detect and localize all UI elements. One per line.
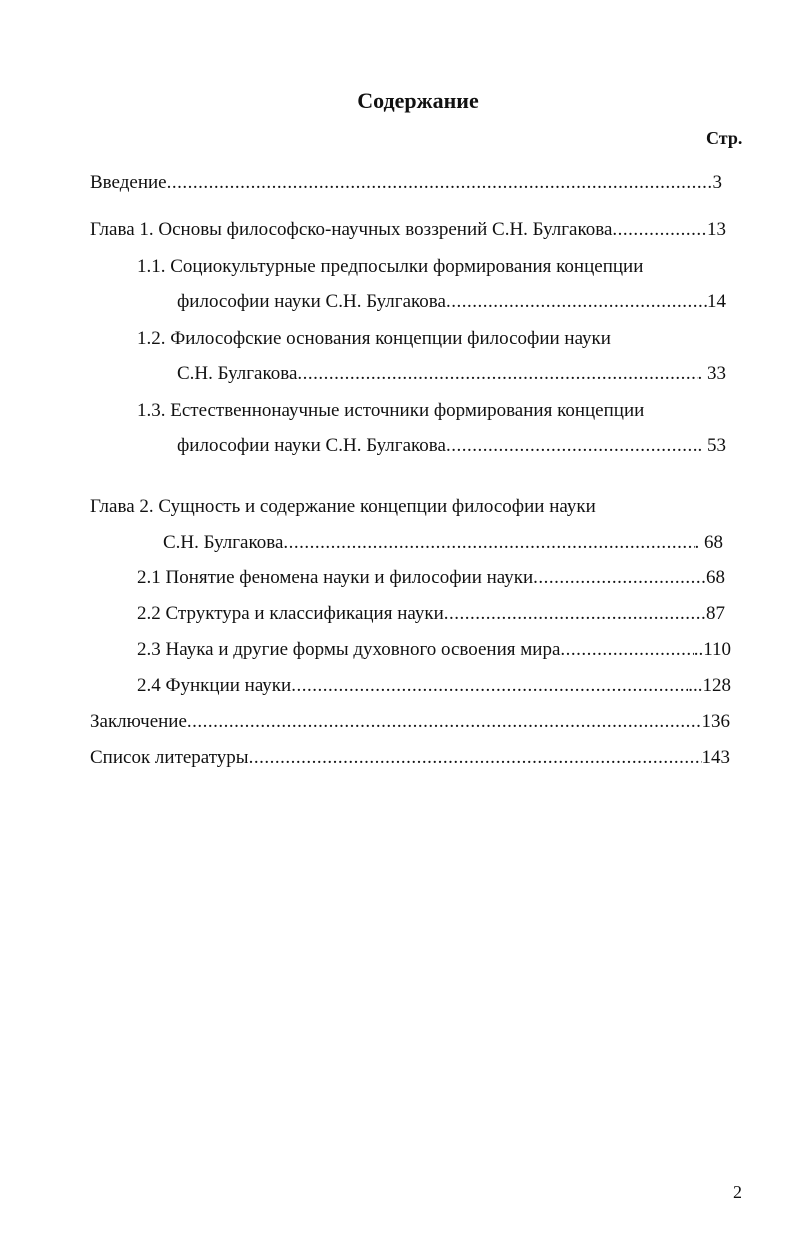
dot-leader xyxy=(167,170,713,196)
toc-entry-bibliography[interactable] xyxy=(90,745,730,771)
dot-leader xyxy=(297,361,697,387)
toc-entry-conclusion[interactable] xyxy=(90,709,730,735)
dot-leader xyxy=(446,433,698,459)
toc-entry-page: ...128 xyxy=(688,675,731,696)
page-number: 2 xyxy=(733,1182,742,1202)
toc-entry-page: 3 xyxy=(712,172,722,193)
toc-entry-2-2[interactable] xyxy=(137,601,725,627)
toc-entry-page: 87 xyxy=(706,603,725,624)
toc-entry-label: Глава 1. Основы философско-научных воззрений С.Н. Булгакова xyxy=(90,219,613,240)
toc-entry-page: 68 xyxy=(706,567,725,588)
dot-leader xyxy=(187,709,702,735)
toc-entry-1-2[interactable] xyxy=(177,361,726,387)
toc-entry-page: 143 xyxy=(701,747,730,768)
toc-entry-page: 136 xyxy=(701,711,730,732)
toc-entry-label: С.Н. Булгакова xyxy=(163,532,284,553)
toc-entry-label: Введение xyxy=(90,172,167,193)
toc-entry-page: . 33 xyxy=(697,363,726,384)
dot-leader xyxy=(446,289,707,315)
toc-entry-label: С.Н. Булгакова xyxy=(177,363,298,384)
toc-entry-1-3[interactable] xyxy=(177,433,726,459)
dot-leader xyxy=(291,673,688,699)
toc-entry-page: 14 xyxy=(707,291,726,312)
dot-leader xyxy=(444,601,706,627)
toc-entry-chapter-2-line1[interactable]: Глава 2. Сущность и содержание концепции философии науки xyxy=(90,496,596,517)
toc-entry-label: философии науки С.Н. Булгакова xyxy=(177,291,446,312)
toc-entry-1-2-line1[interactable]: 1.2. Философские основания концепции философии науки xyxy=(137,328,611,349)
dot-leader xyxy=(560,637,693,663)
toc-entry-page: . 68 xyxy=(694,532,723,553)
toc-entry-label: 2.3 Наука и другие формы духовного освоения мира xyxy=(137,639,561,660)
toc-entry-2-4[interactable] xyxy=(137,673,731,699)
toc-entry-label: Список литературы xyxy=(90,747,249,768)
toc-entry-1-3-line1[interactable]: 1.3. Естественнонаучные источники формирования концепции xyxy=(137,400,645,421)
dot-leader xyxy=(612,217,707,243)
toc-entry-2-1[interactable] xyxy=(137,565,725,591)
toc-entry-label: 2.1 Понятие феномена науки и философии науки xyxy=(137,567,534,588)
toc-entry-label: философии науки С.Н. Булгакова xyxy=(177,435,446,456)
toc-entry-chapter-1[interactable] xyxy=(90,217,726,243)
toc-entry-page: ..110 xyxy=(693,639,731,660)
toc-entry-1-1[interactable] xyxy=(177,289,726,315)
page-title: Содержание xyxy=(357,88,479,113)
toc-entry-label: 2.2 Структура и классификация науки xyxy=(137,603,444,624)
toc-entry-chapter-2[interactable] xyxy=(163,530,723,556)
toc-entry-page: . 53 xyxy=(697,435,726,456)
dot-leader xyxy=(533,565,706,591)
page-column-label: Стр. xyxy=(706,128,743,148)
dot-leader xyxy=(283,530,694,556)
toc-entry-label: Заключение xyxy=(90,711,187,732)
toc-entry-page: 13 xyxy=(707,219,726,240)
toc-entry-2-3[interactable] xyxy=(137,637,731,663)
toc-entry-intro[interactable] xyxy=(90,170,722,196)
toc-entry-1-1-line1[interactable]: 1.1. Социокультурные предпосылки формирования концепции xyxy=(137,256,644,277)
dot-leader xyxy=(249,745,702,771)
toc-entry-label: 2.4 Функции науки xyxy=(137,675,292,696)
